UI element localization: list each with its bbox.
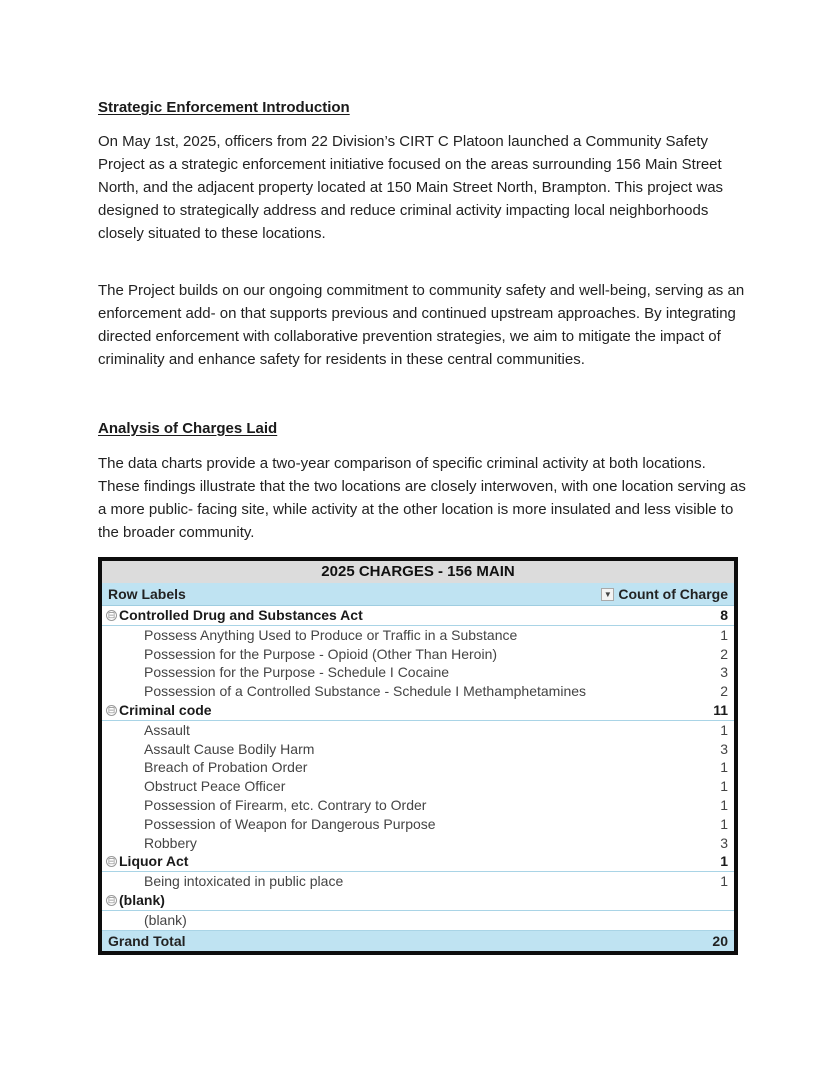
pivot-group-row — [102, 701, 734, 721]
intro-paragraph-1: On May 1st, 2025, officers from 22 Division’s CIRT C Platoon launched a Community Safety Project as a strategic enforcement initiative focused on the areas surrounding 156 Main Street North, and the adjacent property located at 150 Main Street North, Brampton. This project was designed to strategically address and reduce criminal activity impacting local neighborhoods closely situated to these locations. — [98, 133, 724, 242]
pivot-table-2025-charges — [98, 557, 738, 955]
group-count: 8 — [720, 607, 728, 623]
group-label: Liquor Act — [119, 853, 189, 870]
item-count: 1 — [720, 873, 728, 890]
intro-paragraph-2: The Project builds on our ongoing commitment to community safety and well-being, serving as an enforcement add- on that supports previous and continued upstream approaches. By integrating directed enforcement with collaborative prevention strategies, we aim to mitigate the impact of criminality and enhance safety for residents in these central communities. — [98, 282, 745, 368]
analysis-paragraph: The data charts provide a two-year comparison of specific criminal activity at both locations. These findings illustrate that the two locations are closely interwoven, with one location serving as a more public- facing site, while activity at the other location is more insulated and less visible to the broader community. — [98, 455, 746, 541]
group-label: (blank) — [119, 891, 165, 908]
group-label: Criminal code — [119, 701, 212, 718]
item-label: Possession for the Purpose - Schedule I Cocaine — [144, 664, 450, 681]
item-label: Being intoxicated in public place — [144, 873, 344, 890]
group-label-cell — [106, 701, 212, 720]
pivot-item-row — [102, 777, 734, 796]
row-labels-header: Row Labels — [108, 586, 186, 602]
pivot-item-row — [102, 834, 734, 853]
item-count: 2 — [720, 683, 728, 700]
group-label-cell — [106, 891, 165, 910]
item-label: Robbery — [144, 834, 197, 851]
pivot-item-row — [102, 740, 734, 759]
collapse-toggle-icon[interactable]: ⊟ — [107, 894, 116, 905]
pivot-item-row — [102, 645, 734, 664]
item-label: Possess Anything Used to Produce or Traffic in a Substance — [144, 626, 518, 643]
pivot-item-row — [102, 796, 734, 815]
pivot-group-row — [102, 891, 734, 911]
item-label: Possession of Firearm, etc. Contrary to Order — [144, 796, 427, 813]
item-label: Assault — [144, 721, 190, 738]
collapse-toggle-icon[interactable]: ⊟ — [107, 609, 116, 620]
item-count: 2 — [720, 645, 728, 662]
pivot-item-row — [102, 872, 734, 891]
pivot-body — [102, 606, 734, 931]
pivot-group-row — [102, 852, 734, 872]
pivot-item-row — [102, 758, 734, 777]
pivot-group-row — [102, 606, 734, 626]
section-heading-analysis: Analysis of Charges Laid — [98, 420, 278, 437]
item-count: 1 — [720, 759, 728, 776]
pivot-item-row — [102, 815, 734, 834]
group-label-cell — [106, 852, 188, 871]
collapse-toggle-icon[interactable]: ⊟ — [107, 856, 116, 867]
section-heading-introduction: Strategic Enforcement Introduction — [98, 99, 350, 116]
grand-total-row — [102, 931, 734, 951]
item-label: (blank) — [144, 911, 187, 928]
pivot-title: 2025 CHARGES - 156 MAIN — [102, 561, 734, 583]
item-count: 3 — [720, 740, 728, 757]
pivot-item-row — [102, 721, 734, 740]
pivot-header-row — [102, 583, 734, 606]
pivot-item-row — [102, 626, 734, 645]
item-count: 3 — [720, 664, 728, 681]
item-label: Possession of a Controlled Substance - Schedule I Methamphetamines — [144, 683, 587, 700]
item-count: 1 — [720, 721, 728, 738]
dropdown-arrow-icon[interactable]: ▼ — [601, 588, 614, 601]
item-count: 1 — [720, 796, 728, 813]
item-label: Possession for the Purpose - Opioid (Other Than Heroin) — [144, 645, 498, 662]
group-label: Controlled Drug and Substances Act — [119, 607, 363, 623]
pivot-item-row — [102, 682, 734, 701]
grand-total-value: 20 — [712, 932, 728, 949]
item-label: Possession of Weapon for Dangerous Purpose — [144, 815, 436, 832]
item-label: Obstruct Peace Officer — [144, 778, 286, 795]
group-count: 1 — [720, 853, 728, 870]
item-count: 1 — [720, 778, 728, 795]
group-label-cell — [106, 606, 363, 625]
pivot-item-row — [102, 663, 734, 682]
item-count: 1 — [720, 815, 728, 832]
item-label: Assault Cause Bodily Harm — [144, 740, 315, 757]
count-of-charge-header: Count of Charge — [618, 586, 728, 602]
item-count: 1 — [720, 626, 728, 643]
pivot-item-row — [102, 911, 734, 931]
group-count: 11 — [713, 701, 728, 718]
grand-total-label: Grand Total — [108, 932, 186, 949]
item-count: 3 — [720, 834, 728, 851]
collapse-toggle-icon[interactable]: ⊟ — [107, 704, 116, 715]
item-label: Breach of Probation Order — [144, 759, 308, 776]
